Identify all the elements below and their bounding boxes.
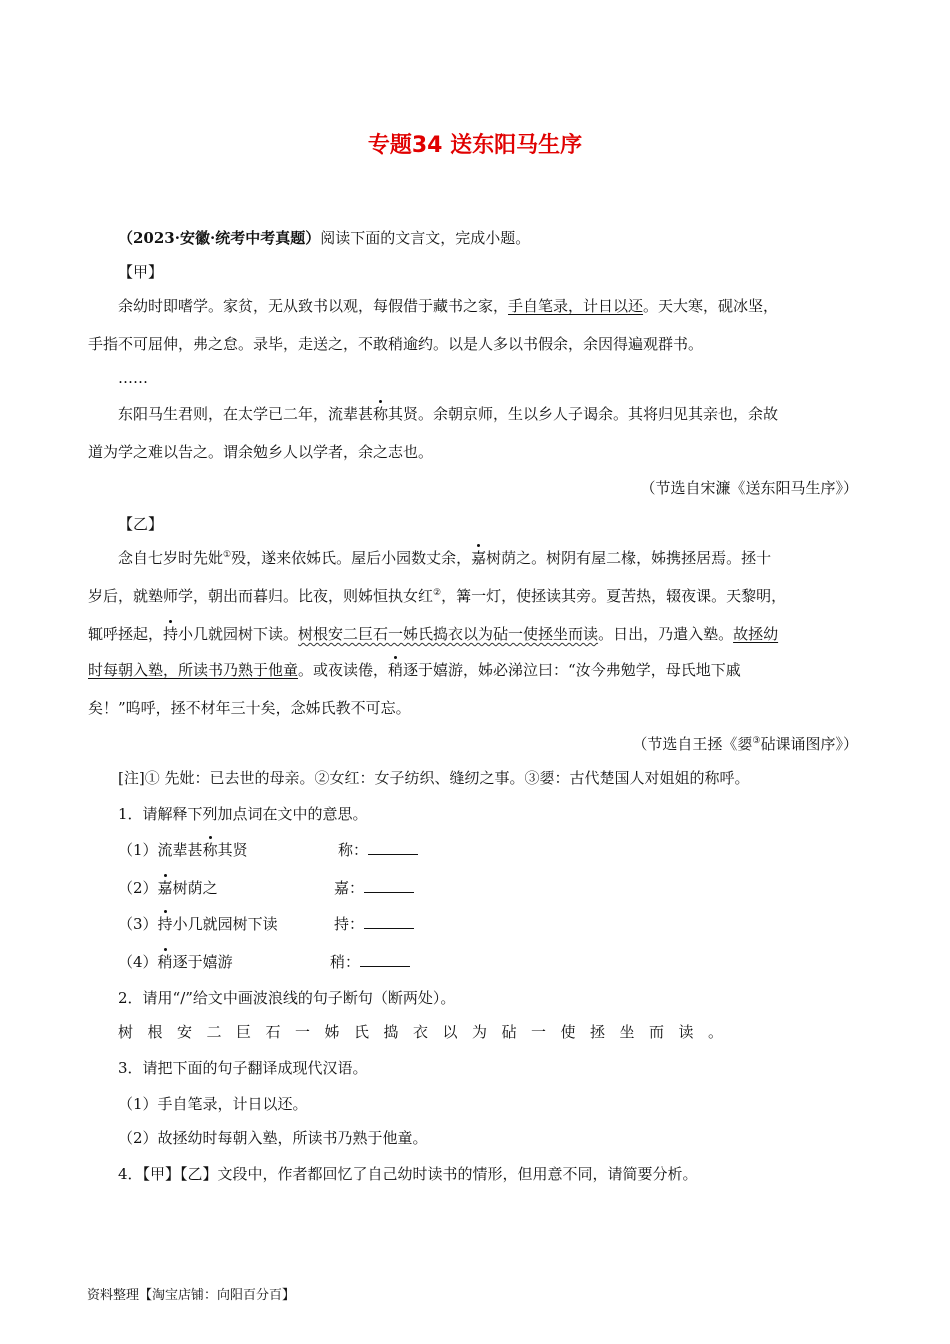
ellipsis: …… [118, 369, 148, 387]
text-span: 岁后，就塾师学，朝出而暮归。比夜，则姊恒执女红 [88, 587, 434, 605]
text-span: 。日出，乃遣入塾。 [598, 625, 734, 643]
text-span: 念自七岁时先妣 [118, 549, 224, 567]
text-span: 树荫之 [172, 879, 218, 897]
q1-item-3 [118, 914, 278, 934]
answer-blank[interactable] [364, 878, 414, 893]
yi-source [632, 734, 858, 754]
intro-line [118, 228, 530, 248]
dotted-word: 稍 [157, 953, 173, 971]
q1-answer-3 [334, 914, 414, 934]
text-span: 砧课诵图序》） [760, 735, 858, 753]
yi-line2 [88, 586, 786, 606]
page-title: 专题34 送东阳马生序 [367, 133, 583, 158]
question-2-stem: 2．请用“/”给文中画波浪线的句子断句（断两处）。 [118, 989, 456, 1007]
q2-sentence: 树根安二巨石一姊氏捣衣以为砧一使拯坐而读。 [118, 1023, 738, 1041]
jia-p2-line1 [118, 404, 778, 424]
text-span: ，篝一灯，使拯读其旁。夏苦热，辍夜课。天黎明， [441, 587, 787, 605]
underlined-sentence: 故拯幼 [733, 625, 779, 643]
text-span: 其贤。余朝京师，生以乡人子谒余。其将归见其亲也，余故 [388, 405, 779, 423]
jia-p2-line2: 道为学之难以告之。谓余勉乡人以学者，余之志也。 [88, 443, 434, 461]
answer-key: 称： [338, 841, 369, 859]
question-4-stem: 4．【甲】【乙】文段中，作者都回忆了自己幼时读书的情形，但用意不同，请简要分析。 [118, 1165, 698, 1183]
question-source: （2023·安徽·统考中考真题） [118, 229, 321, 247]
question-3-stem: 3．请把下面的句子翻译成现代汉语。 [118, 1059, 368, 1077]
answer-blank[interactable] [360, 952, 410, 967]
answer-blank[interactable] [364, 914, 414, 929]
section-yi-label: 【乙】 [118, 515, 164, 533]
text-span: （节选自王拯《媭 [632, 735, 753, 753]
item-number: （2） [118, 879, 158, 897]
answer-blank[interactable] [368, 840, 418, 855]
underlined-sentence: 手自笔录，计日以还 [508, 297, 644, 315]
q1-answer-4 [330, 952, 410, 972]
footnote-marker: ③ [752, 736, 761, 746]
item-number: （3） [118, 915, 158, 933]
answer-key: 稍： [330, 953, 361, 971]
q3-sentence-2: （2）故拯幼时每朝入塾，所读书乃熟于他童。 [118, 1129, 428, 1147]
q3-sentence-1: （1）手自笔录，计日以还。 [118, 1095, 308, 1113]
yi-line4 [88, 660, 741, 680]
text-span: 流辈甚 [157, 841, 203, 859]
q1-answer-1 [338, 840, 418, 860]
answer-key: 嘉： [334, 879, 365, 897]
annotation-notes: [注]① 先妣：已去世的母亲。②女红：女子纺织、缝纫之事。③媭：古代楚国人对姐姐的称呼。 [118, 769, 750, 787]
text-span: 。或夜读倦， [298, 661, 389, 679]
text-span: 余幼时即嗜学。家贫，无从致书以观，每假借于藏书之家， [118, 297, 509, 315]
yi-line5: 矣！”呜呼，拯不材年三十矣，念姊氏教不可忘。 [88, 699, 411, 717]
dotted-word: 嘉 [471, 549, 487, 567]
q1-answer-2 [334, 878, 414, 898]
jia-p1-line2: 手指不可屈伸，弗之怠。录毕，走送之，不敢稍逾约。以是人多以书假余，余因得遍观群书。 [88, 335, 704, 353]
text-span: 逐于嬉游 [172, 953, 233, 971]
text-span: 东阳马生君则，在太学已二年，流辈甚 [118, 405, 374, 423]
wavy-underlined-sentence: 树根安二巨石一姊氏捣衣以为砧一使拯坐而读 [298, 625, 599, 643]
dotted-word: 持 [157, 915, 173, 933]
dotted-word: 持 [163, 625, 179, 643]
yi-line3 [88, 624, 778, 644]
section-jia-label: 【甲】 [118, 263, 164, 281]
text-span: 逐于嬉游，姊必涕泣曰：“汝今弗勉学，母氏地下戚 [403, 661, 741, 679]
text-span: 殁，遂来依姊氏。屋后小园数丈余， [231, 549, 472, 567]
question-1-stem: 1．请解释下列加点词在文中的意思。 [118, 805, 368, 823]
q1-item-2 [118, 878, 218, 898]
dotted-word: 嘉 [157, 879, 173, 897]
footnote-marker: ② [433, 588, 442, 598]
text-span: 小几就园树下读。 [178, 625, 299, 643]
underlined-sentence: 时每朝入塾，所读书乃熟于他童 [88, 661, 299, 679]
text-span: 辄呼拯起， [88, 625, 164, 643]
text-span: 树荫之。树阴有屋二椽，姊携拯居焉。拯十 [486, 549, 772, 567]
text-span: 其贤 [217, 841, 248, 859]
jia-p1-line1 [118, 296, 778, 316]
intro-text: 阅读下面的文言文，完成小题。 [320, 229, 531, 247]
item-number: （4） [118, 953, 158, 971]
q1-item-1 [118, 840, 248, 860]
answer-key: 持： [334, 915, 365, 933]
dotted-word: 称 [202, 841, 218, 859]
footnote-marker: ① [223, 550, 232, 560]
dotted-word: 称 [373, 405, 389, 423]
text-span: 。天大寒，砚冰坚， [643, 297, 779, 315]
dotted-word: 稍 [388, 661, 404, 679]
text-span: 小几就园树下读 [172, 915, 278, 933]
page-footer: 资料整理【淘宝店铺：向阳百分百】 [87, 1288, 296, 1303]
q1-item-4 [118, 952, 233, 972]
yi-line1 [118, 548, 771, 568]
jia-source: （节选自宋濂《送东阳马生序》） [640, 479, 858, 497]
item-number: （1） [118, 841, 158, 859]
